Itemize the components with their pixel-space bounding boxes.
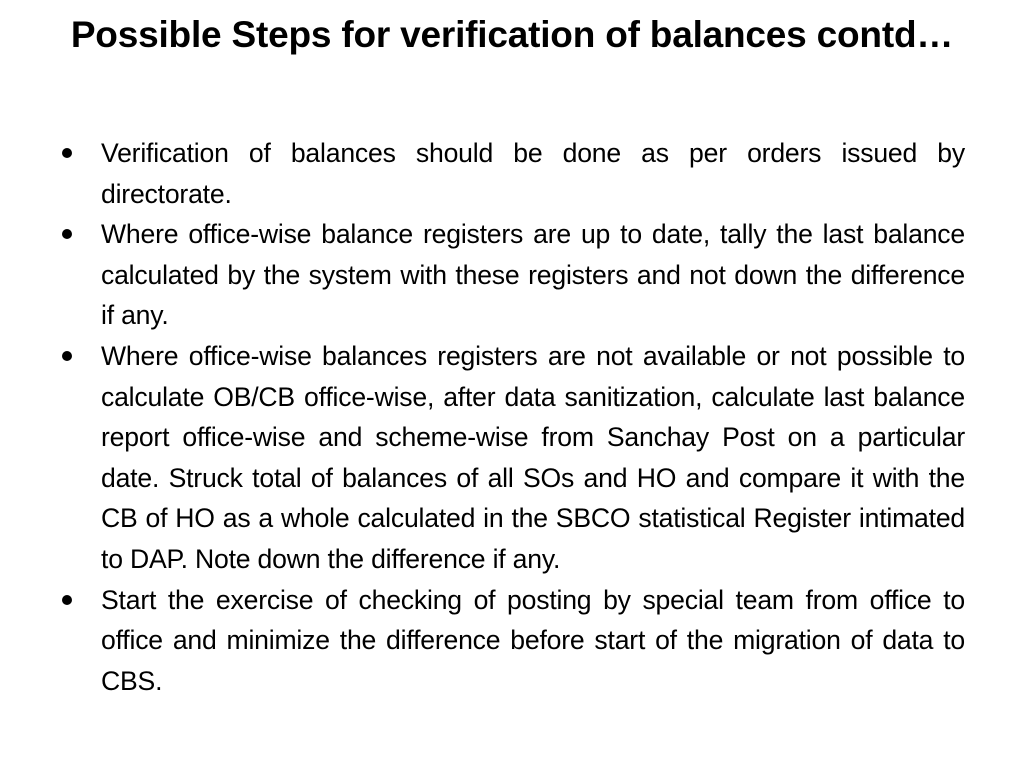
bullet-text: Where office-wise balance registers are up to date, tally the last balance calculated by the system with these registers and not down the difference if any. xyxy=(101,219,965,331)
bullet-text: Where office-wise balances registers are not available or not possible to calculate OB/CB office-wise, after data sanitization, calculate last balance report office-wise and scheme-wise from Sanchay Post on a particular date. Struck total of balances of all SOs and HO and compare it with the CB of HO as a whole calculated in the SBCO statistical Register intimated to DAP. Note down the difference if any. xyxy=(101,340,965,574)
slide-title: Possible Steps for verification of balances contd… xyxy=(70,14,954,55)
bullet-item xyxy=(60,133,965,214)
bullet-item xyxy=(60,336,965,580)
bullet-text: Start the exercise of checking of posting by special team from office to office and minimize the difference before start of the migration of data to CBS. xyxy=(101,584,965,696)
bullet-list xyxy=(60,133,965,701)
bullet-item xyxy=(60,214,965,336)
bullet-dot-icon xyxy=(62,595,72,605)
bullet-item xyxy=(60,580,965,702)
bullet-dot-icon xyxy=(62,229,72,239)
bullet-text: Verification of balances should be done as per orders issued by directorate. xyxy=(101,138,965,209)
bullet-dot-icon xyxy=(62,148,72,158)
bullet-dot-icon xyxy=(62,351,72,361)
